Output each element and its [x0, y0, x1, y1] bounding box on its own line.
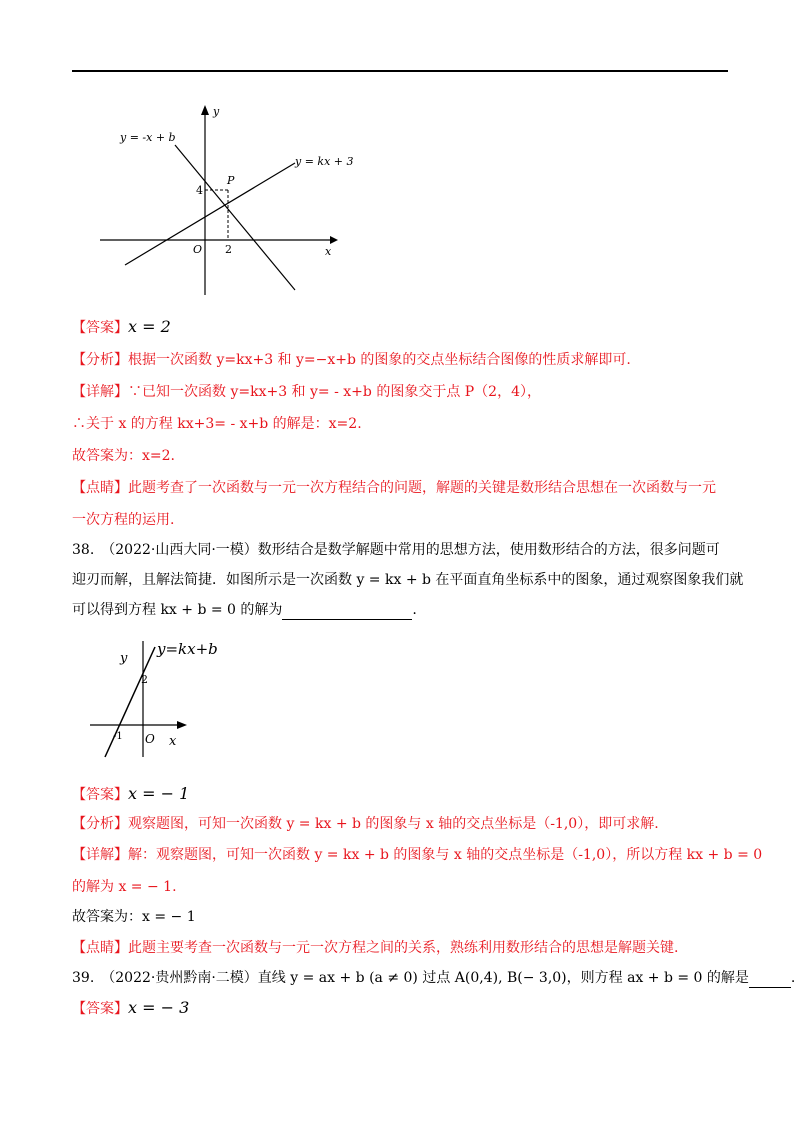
stem-text: 39. （2022·贵州黔南·二模）直线 y = ax + b (a ≠ 0) 过点 A(0,4), B(− 3,0)，则方程 ax + b = 0 的解是	[72, 970, 749, 986]
label-4: 4	[196, 184, 203, 197]
q38-detail-1	[72, 845, 762, 865]
answer-tag: 【答案】	[72, 1001, 128, 1017]
line-kx-plus-3	[125, 163, 295, 265]
q39-stem	[72, 968, 795, 988]
y-axis-arrow	[201, 105, 209, 115]
q38-comment	[72, 938, 678, 958]
q38-detail-2: 的解为 x = − 1.	[72, 879, 177, 895]
q37-analysis	[72, 350, 631, 370]
answer-text: x = − 1	[128, 784, 190, 803]
comment-tag: 【点睛】	[72, 480, 128, 496]
line-neg-x-plus-b	[175, 145, 295, 290]
q37-answer	[72, 317, 171, 338]
label-x: x	[169, 734, 177, 749]
q37-comment-2: 一次方程的运用.	[72, 512, 175, 528]
comment-tag: 【点睛】	[72, 940, 128, 956]
label-x: x	[325, 245, 332, 258]
analysis-text: 根据一次函数 y=kx+3 和 y=−x+b 的图象的交点坐标结合图像的性质求解即可.	[128, 352, 631, 368]
q37-detail-2: ∴关于 x 的方程 kx+3= - x+b 的解是：x=2.	[72, 416, 362, 432]
graph-2	[85, 637, 225, 767]
label-O: O	[193, 243, 203, 256]
q39-answer	[72, 998, 189, 1019]
label-2: 2	[141, 673, 148, 686]
q38-stem-1: 38. （2022·山西大同·一模）数形结合是数学解题中常用的思想方法，使用数形结合的方法，很多问题可	[72, 542, 720, 558]
stem-3-text: 可以得到方程 kx + b = 0 的解为	[72, 602, 283, 618]
answer-tag: 【答案】	[72, 787, 128, 803]
label-line2: y = kx + 3	[295, 155, 354, 168]
analysis-tag: 【分析】	[72, 352, 128, 368]
stem-3-end: .	[412, 602, 417, 618]
label-m1: -1	[113, 731, 123, 742]
label-y: y	[213, 105, 220, 118]
label-line1: y = -x + b	[120, 131, 176, 144]
x-axis-arrow	[177, 721, 187, 729]
stem-end: .	[790, 970, 796, 986]
label-O: O	[145, 732, 155, 746]
header-rule	[72, 70, 728, 72]
q38-stem-3	[72, 600, 417, 620]
comment-text: 此题主要考查一次函数与一元一次方程之间的关系，熟练利用数形结合的思想是解题关键.	[128, 940, 679, 956]
x-axis-arrow	[330, 236, 338, 244]
q37-detail-1	[72, 382, 541, 402]
answer-text: x = 2	[128, 317, 171, 336]
answer-blank	[282, 605, 412, 620]
q38-final: 故答案为：x = − 1	[72, 909, 196, 925]
q38-analysis	[72, 814, 659, 834]
detail-text-1: ∵已知一次函数 y=kx+3 和 y= - x+b 的图象交于点 P（2，4），	[128, 384, 541, 400]
label-y: y	[120, 651, 128, 666]
answer-blank	[749, 973, 791, 988]
q38-answer	[72, 784, 189, 805]
label-P: P	[227, 174, 235, 187]
detail-tag: 【详解】	[72, 384, 128, 400]
detail-text-1: 解：观察题图，可知一次函数 y = kx + b 的图象与 x 轴的交点坐标是（-1,0），所以方程 kx + b = 0	[128, 847, 763, 863]
analysis-tag: 【分析】	[72, 816, 128, 832]
q38-stem-2: 迎刃而解，且解法简捷．如图所示是一次函数 y = kx + b 在平面直角坐标系中的图象，通过观察图象我们就	[72, 572, 744, 588]
answer-tag: 【答案】	[72, 320, 128, 336]
label-line: y=kx+b	[157, 640, 218, 658]
analysis-text: 观察题图，可知一次函数 y = kx + b 的图象与 x 轴的交点坐标是（-1,0），即可求解.	[128, 816, 659, 832]
comment-text-1: 此题考查了一次函数与一元一次方程结合的问题，解题的关键是数形结合思想在一次函数与一元	[128, 480, 716, 496]
graph-1	[95, 95, 354, 305]
label-2: 2	[225, 243, 232, 256]
q37-comment-1	[72, 478, 716, 498]
detail-tag: 【详解】	[72, 847, 128, 863]
q37-final: 故答案为：x=2.	[72, 448, 175, 464]
answer-text: x = − 3	[128, 998, 190, 1017]
